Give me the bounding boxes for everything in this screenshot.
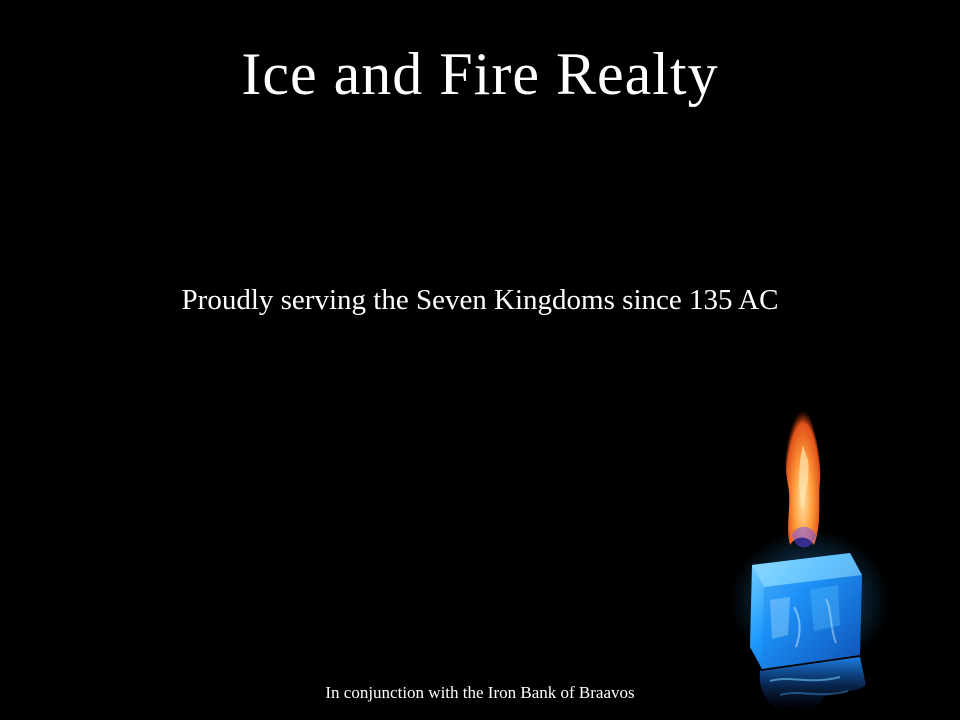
slide-subtitle: Proudly serving the Seven Kingdoms since 135 AC <box>181 284 779 316</box>
slide-footer: In conjunction with the Iron Bank of Braavos <box>325 683 635 702</box>
slide-title: Ice and Fire Realty <box>241 41 719 107</box>
burning-ice-cube-icon <box>730 385 905 720</box>
